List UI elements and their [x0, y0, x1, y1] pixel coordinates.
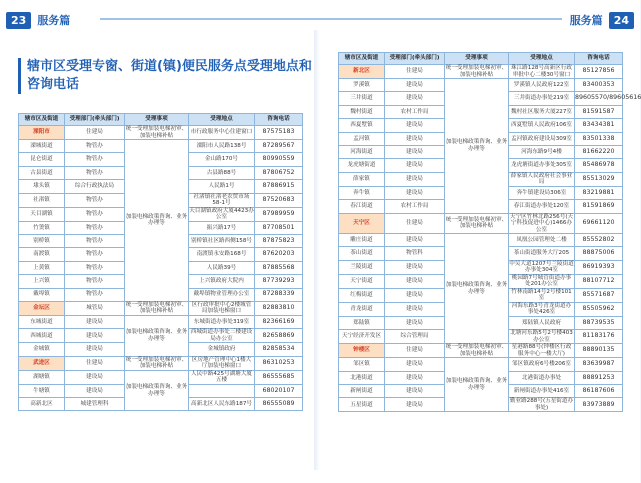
cell-phone: 87875823	[255, 234, 303, 247]
cell-dept: 住建局	[385, 65, 445, 79]
cell-place: 溧阳市人民路138号	[189, 140, 255, 153]
cell-dept: 农村工作局	[385, 105, 445, 118]
cell-area: 西夏墅镇	[339, 119, 385, 132]
cell-dept: 建设局	[65, 315, 125, 328]
cell-dept: 物管办	[65, 288, 125, 301]
cell-dept: 物管办	[65, 207, 125, 221]
cell-phone: 83219881	[575, 186, 623, 199]
column-header: 受理地点	[509, 53, 575, 65]
cell-phone: 87739293	[255, 275, 303, 288]
cell-place: 天目湖镇政府大厦4423办公室	[189, 207, 254, 221]
cell-place: 龙虎塘街道办事处305室	[509, 159, 575, 172]
cell-phone: 86187606	[575, 384, 623, 397]
cell-place: 西城街道办事处三楼建设局办公室	[189, 329, 255, 343]
cell-matter: 统一受理加装电梯初审、加装电梯补贴	[445, 65, 508, 78]
cell-place: 市行政服务中心住建窗口	[189, 126, 255, 140]
column-header: 受理地点	[189, 114, 255, 126]
cell-dept: 物管办	[65, 261, 125, 274]
cell-area: 罗溪镇	[339, 79, 385, 92]
cell-area: 邹区镇	[339, 358, 385, 371]
cell-phone: 83501338	[575, 132, 623, 145]
cell-matter: 加装电梯政策咨询、业务办理等	[445, 234, 509, 344]
cell-phone: 87620203	[255, 248, 303, 261]
column-header: 受理部门(牵头部门)	[65, 114, 125, 126]
cell-place: 奔牛镇建设局306室	[509, 186, 575, 199]
cell-place: 西夏墅镇人民政府106室	[509, 119, 575, 132]
column-header: 受理事项	[125, 114, 189, 126]
left-page	[0, 0, 320, 483]
cell-place: 河海东路9号4楼	[509, 145, 575, 158]
cell-place: 区房地产管理中心1楼大厅加装电梯窗口	[189, 356, 255, 370]
cell-place: 河海东路3号青龙街道办事处426室	[509, 302, 575, 316]
cell-place: 魏村社区服务大厦227室	[509, 105, 575, 118]
cell-place: 人民路1号	[189, 180, 255, 193]
cell-phone: 87989959	[255, 207, 303, 221]
cell-place: 新闸街道办事处416室	[509, 384, 575, 397]
cell-area: 牛塘镇	[19, 384, 65, 397]
cell-dept: 综合行政执法局	[65, 180, 125, 193]
cell-phone: 82366169	[255, 315, 303, 328]
cell-dept: 建设局	[385, 274, 445, 288]
cell-place: 星港路88号(钟楼区行政服务中心一楼大厅)	[509, 344, 575, 358]
cell-area: 新闸街道	[339, 384, 385, 397]
cell-place: 金城镇政府	[189, 343, 255, 356]
cell-place: 南渡镇永安路168号	[189, 248, 255, 261]
cell-phone: 87520683	[255, 193, 303, 207]
cell-place: 别桥镇社区路西侧158号	[189, 234, 255, 247]
cell-matter: 加装电梯政策咨询、业务办理等	[125, 140, 189, 302]
cell-area: 五星街道	[339, 398, 385, 412]
cell-area: 茶山街道	[339, 247, 385, 260]
cell-dept: 住建局	[65, 356, 125, 370]
cell-place: 茶山街道服务大厅205	[509, 247, 575, 260]
cell-dept: 住建局	[65, 126, 125, 140]
cell-dept: 物管办	[65, 166, 125, 179]
cell-area: 兰陵街道	[339, 260, 385, 274]
cell-area: 红梅街道	[339, 288, 385, 302]
cell-place	[189, 384, 255, 397]
cell-phone: 80990559	[255, 153, 303, 166]
service-table-right	[338, 52, 641, 412]
cell-dept: 建设局	[385, 234, 445, 247]
cell-matter: 统一受理加装电梯初审、加装电梯补贴	[125, 301, 188, 315]
cell-phone: 68020107	[255, 384, 303, 397]
cell-area: 天宁经济开发区	[339, 330, 385, 344]
cell-place: 北港街道办事处	[509, 371, 575, 384]
cell-area: 东城街道	[19, 315, 65, 328]
table-row	[339, 213, 623, 234]
table-header-row	[339, 53, 623, 65]
cell-area: 天宁区	[339, 213, 385, 234]
cell-phone: 83400353	[575, 79, 623, 92]
cell-place: 凤凰公园管理处二楼	[509, 234, 575, 247]
cell-area: 竹箦镇	[19, 221, 65, 234]
cell-dept: 物管办	[65, 221, 125, 234]
cell-phone: 85505962	[575, 302, 623, 316]
cell-place: 春江街道办事处120室	[509, 200, 575, 213]
cell-phone: 88891253	[575, 371, 623, 384]
cell-dept: 建设局	[65, 384, 125, 397]
cell-place: 郑陆镇人民政府	[509, 316, 575, 329]
cell-phone: 85486978	[575, 159, 623, 172]
cell-area: 西城街道	[19, 329, 65, 343]
cell-phone: 88739535	[575, 316, 623, 329]
cell-area: 溧阳市	[19, 126, 65, 140]
column-header: 辖市区及街道	[339, 53, 385, 65]
cell-dept: 物管办	[65, 140, 125, 153]
cell-matter: 统一受理加装电梯初审、加装电梯补贴	[125, 356, 188, 370]
cell-dept: 建设局	[385, 132, 445, 145]
cell-place: 社渚镇社渚老农贸市场58-1号	[189, 193, 255, 207]
cell-dept: 物管办	[65, 275, 125, 288]
column-header: 受理事项	[445, 53, 509, 65]
cell-dept: 建设局	[385, 302, 445, 316]
cell-dept: 建设局	[385, 119, 445, 132]
cell-phone: 83639987	[575, 358, 623, 371]
cell-place: 古县路88号	[189, 166, 255, 179]
cell-area: 南渡镇	[19, 248, 65, 261]
cell-matter: 统一受理加装电梯初审、加装电梯补贴	[445, 213, 509, 234]
cell-matter: 统一受理加装电梯初审、加装电梯补贴	[125, 126, 188, 139]
cell-area: 社渚镇	[19, 193, 65, 207]
cell-phone: 85513029	[575, 172, 623, 186]
section-title: 服务篇	[569, 14, 603, 27]
cell-dept: 建设局	[385, 145, 445, 158]
cell-area: 河海街道	[339, 145, 385, 158]
cell-area: 上黄镇	[19, 261, 65, 274]
cell-phone: 87806752	[255, 166, 303, 179]
cell-phone: 85571687	[575, 288, 623, 302]
cell-phone: 82858534	[255, 343, 303, 356]
cell-area: 龙虎塘街道	[339, 159, 385, 172]
cell-matter: 加装电梯政策咨询、业务办理等	[125, 370, 189, 411]
cell-place: 人民中路425号湖塘大厦五楼	[189, 370, 255, 384]
cell-place: 罗溪镇人民政府122室	[509, 79, 575, 92]
left-page-header	[6, 10, 76, 30]
cell-phone: 87886915	[255, 180, 303, 193]
cell-dept: 综合管理局	[385, 330, 445, 344]
table-row	[19, 315, 303, 328]
cell-area: 薛家镇	[339, 172, 385, 186]
cell-area: 北港街道	[339, 371, 385, 384]
cell-dept: 建设局	[385, 260, 445, 274]
cell-phone: 81591869	[575, 200, 623, 213]
cell-phone: 85552802	[575, 234, 623, 247]
cell-phone: 89605570/89605616	[575, 92, 623, 105]
page-number: 23	[6, 12, 31, 29]
cell-place: 勤业路288号(五星街道办事处)	[509, 398, 574, 411]
cell-area: 三井街道	[339, 92, 385, 105]
cell-phone: 86555089	[255, 398, 303, 411]
cell-dept: 建设局	[385, 371, 445, 384]
page-number: 24	[609, 12, 634, 29]
cell-dept: 建设局	[385, 288, 445, 302]
cell-phone: 87289567	[255, 140, 303, 153]
cell-area: 青龙街道	[339, 302, 385, 316]
cell-phone: 85127856	[575, 65, 623, 79]
cell-dept: 物管办	[65, 193, 125, 207]
cell-phone: 87288339	[255, 288, 303, 301]
cell-area: 湖塘镇	[19, 370, 65, 384]
cell-area: 上兴镇	[19, 275, 65, 288]
table-row	[19, 140, 303, 153]
cell-dept: 住建局	[385, 344, 445, 358]
page-title: 辖市区受理专窗、街道(镇)便民服务点受理地点和咨询电话	[18, 58, 317, 94]
cell-dept: 建设局	[65, 370, 125, 384]
cell-phone: 88875006	[575, 247, 623, 260]
cell-dept: 建设局	[65, 343, 125, 356]
cell-phone: 88890135	[575, 344, 623, 358]
cell-place: 三井街道办事处219室	[509, 92, 575, 105]
cell-place: 东城街道办事处319室	[189, 315, 255, 328]
cell-phone: 81662220	[575, 145, 623, 158]
cell-dept: 物管办	[65, 234, 125, 247]
cell-place: 珠江路128号高新区行政审批中心二楼30号窗口	[509, 65, 575, 79]
table-row	[339, 79, 623, 92]
table-row	[339, 358, 623, 371]
cell-place: 桃园路7号城管街道办事处201办公室	[509, 274, 575, 288]
cell-phone: 81183176	[575, 330, 623, 344]
cell-place: 人民路39号	[189, 261, 255, 274]
cell-area: 昆仑街道	[19, 153, 65, 166]
column-header: 咨询电话	[575, 53, 623, 65]
cell-area: 戴埠镇	[19, 288, 65, 301]
cell-place: 中吴大道1207号兰陵街道办事处304室	[509, 260, 574, 274]
cell-phone: 87885568	[255, 261, 303, 274]
cell-area: 雕庄街道	[339, 234, 385, 247]
cell-area: 新北区	[339, 65, 385, 79]
cell-area: 孟河镇	[339, 132, 385, 145]
cell-phone: 87575183	[255, 126, 303, 140]
cell-phone: 87708501	[255, 221, 303, 234]
cell-place: 金山路170号	[189, 153, 255, 166]
service-table-left	[18, 113, 303, 411]
table-row	[339, 234, 623, 247]
cell-place: 振兴路17号	[189, 221, 255, 234]
cell-dept: 建设局	[385, 186, 445, 199]
table-row	[19, 356, 303, 370]
cell-place: 区行政审批中心2楼城管局加装电梯窗口	[189, 301, 255, 315]
table-row	[19, 126, 303, 140]
cell-area: 金坛区	[19, 301, 65, 315]
right-page-header	[564, 10, 634, 30]
cell-matter: 加装电梯政策咨询、业务办理等	[445, 358, 509, 412]
cell-area: 奔牛镇	[339, 186, 385, 199]
cell-place: 北塘河东路5号2号楼403办公室	[510, 330, 573, 343]
cell-dept: 建设局	[385, 316, 445, 329]
cell-area: 古县街道	[19, 166, 65, 179]
cell-area: 魏村街道	[339, 105, 385, 118]
cell-area: 郑陆镇	[339, 316, 385, 329]
cell-dept: 物管科	[385, 247, 445, 260]
cell-place: 高新北区人民东路187号	[189, 398, 255, 411]
cell-dept: 建设局	[385, 92, 445, 105]
cell-matter: 加装电梯政策咨询、业务办理等	[125, 315, 189, 356]
cell-dept: 建设局	[385, 172, 445, 186]
cell-dept: 城建管理科	[65, 398, 125, 411]
table-row	[339, 344, 623, 358]
cell-area: 天目湖镇	[19, 207, 65, 221]
cell-dept: 物管办	[65, 153, 125, 166]
cell-dept: 建设局	[385, 384, 445, 397]
column-header: 咨询电话	[255, 114, 303, 126]
table-row	[19, 370, 303, 384]
cell-area: 钟楼区	[339, 344, 385, 358]
cell-phone: 82658869	[255, 329, 303, 343]
cell-phone: 88107712	[575, 274, 623, 288]
cell-area: 武进区	[19, 356, 65, 370]
cell-place: 上兴镇政府大院内	[189, 275, 255, 288]
cell-place: 戴埠镇物业管理办公室	[189, 288, 255, 301]
cell-matter: 加装电梯政策咨询、业务办理等	[445, 79, 509, 214]
column-header: 受理部门(牵头部门)	[385, 53, 445, 65]
cell-place: 天宁区竹林北路256号(天宁科技促进中心)1466办公室	[509, 213, 574, 233]
cell-dept: 农村工作局	[385, 200, 445, 213]
cell-dept: 住建局	[385, 213, 445, 234]
cell-dept: 建设局	[385, 159, 445, 172]
cell-area: 别桥镇	[19, 234, 65, 247]
cell-phone: 86310253	[255, 356, 303, 370]
cell-phone: 86555685	[255, 370, 303, 384]
cell-dept: 建设局	[385, 398, 445, 412]
cell-dept: 建设局	[385, 79, 445, 92]
cell-place: 孟河镇政府建设局309室	[509, 132, 575, 145]
section-title: 服务篇	[37, 14, 71, 27]
cell-area: 金城镇	[19, 343, 65, 356]
cell-matter: 统一受理加装电梯初审、加装电梯补贴	[445, 344, 508, 357]
cell-place: 薛家镇人民政府社会事业局	[509, 172, 575, 186]
cell-phone: 82883810	[255, 301, 303, 315]
cell-phone: 81591587	[575, 105, 623, 118]
table-header-row	[19, 114, 303, 126]
cell-area: 春江街道	[339, 200, 385, 213]
cell-place: 竹林南路14号2号楼101室	[509, 288, 575, 302]
cell-dept: 城管局	[65, 301, 125, 315]
column-header: 辖市区及街道	[19, 114, 65, 126]
cell-phone: 69661120	[575, 213, 623, 234]
cell-dept: 建设局	[65, 329, 125, 343]
cell-phone: 83973889	[575, 398, 623, 412]
cell-dept: 物管办	[65, 248, 125, 261]
cell-place: 邹区镇政府6号楼206室	[509, 358, 575, 371]
header-divider	[320, 18, 562, 20]
table-row	[339, 65, 623, 79]
cell-area: 天宁街道	[339, 274, 385, 288]
cell-dept: 建设局	[385, 358, 445, 371]
table-row	[19, 301, 303, 315]
header-divider	[100, 18, 320, 20]
cell-area: 高新北区	[19, 398, 65, 411]
cell-area: 溧城街道	[19, 140, 65, 153]
cell-area: 埭头镇	[19, 180, 65, 193]
cell-phone: 86919393	[575, 260, 623, 274]
cell-phone: 83434381	[575, 119, 623, 132]
